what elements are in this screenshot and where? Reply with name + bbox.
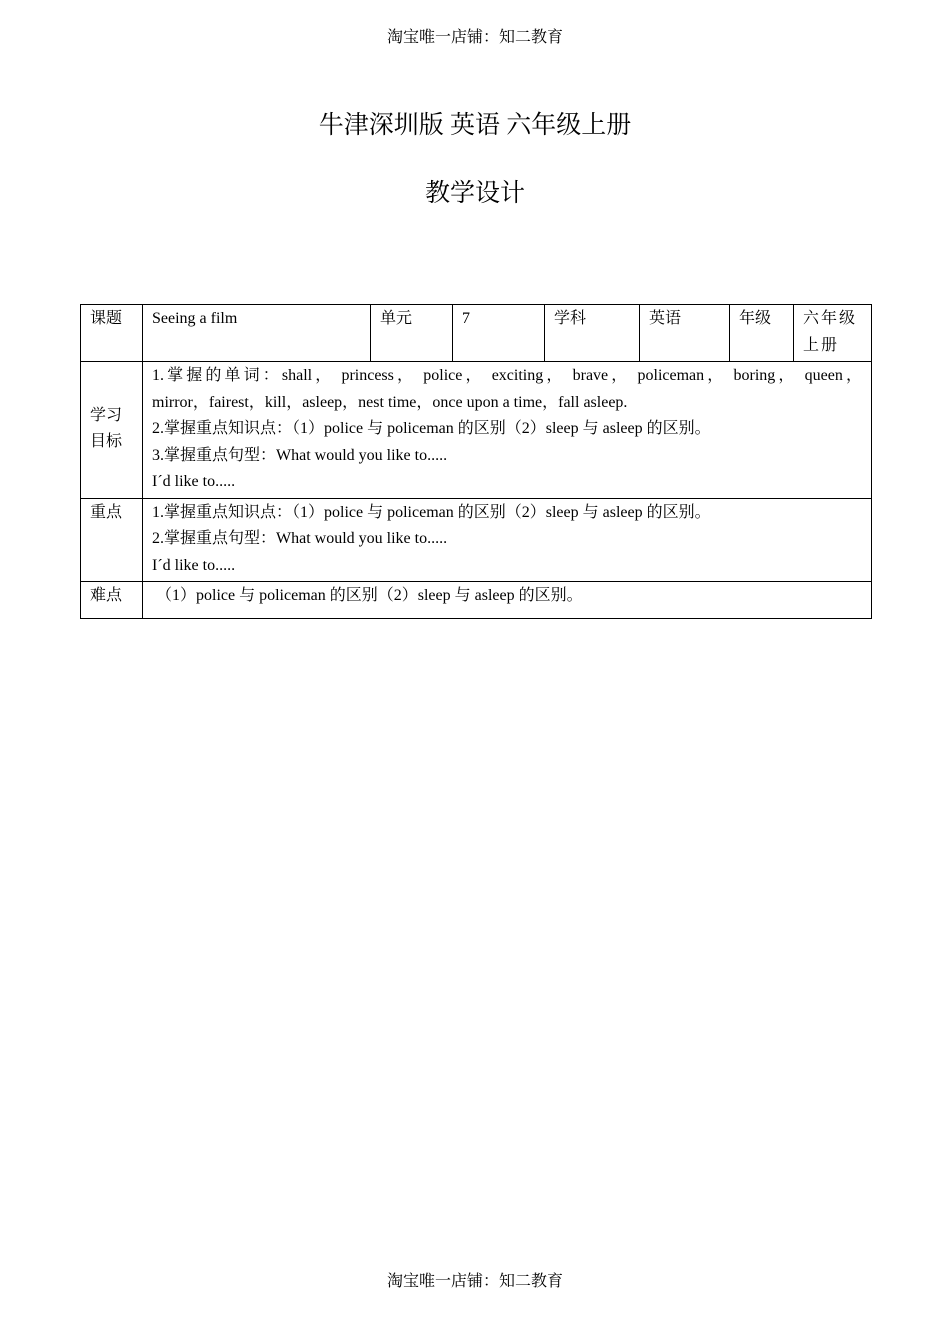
page-header: 淘宝唯一店铺：知二教育 xyxy=(386,29,563,46)
topic-label: 课题 xyxy=(81,305,143,362)
lesson-plan-table xyxy=(80,304,872,619)
document-subtitle: 教学设计 xyxy=(424,180,525,207)
key-point-line: I´d like to..... xyxy=(152,556,236,574)
table-row-difficulties xyxy=(81,582,872,619)
objectives-label-line1: 学习 xyxy=(90,406,123,424)
key-points-label: 重点 xyxy=(81,498,143,582)
difficulties-text: （1）police 与 policeman 的区别（2）sleep 与 asleep 的区别。 xyxy=(156,587,583,604)
grade-value-line2: 上册 xyxy=(803,336,840,354)
table-row-key-points xyxy=(81,498,872,582)
key-point-line: 1.掌握重点知识点：（1）police 与 policeman 的区别（2）sleep 与 asleep 的区别。 xyxy=(152,503,711,521)
objective-line: 2.掌握重点知识点：（1）police 与 policeman 的区别（2）sleep 与 asleep 的区别。 xyxy=(152,420,711,437)
difficulties-label: 难点 xyxy=(81,582,143,619)
objective-line: 1.掌握的单词：shall， princess， police， exciting， brave， policeman， boring， queen， xyxy=(152,367,862,384)
grade-value-line1: 六年级 xyxy=(803,310,858,327)
grade-value xyxy=(794,305,872,362)
objective-line: mirror，fairest，kill，asleep，nest time，once upon a time，fall asleep. xyxy=(152,393,628,411)
grade-label: 年级 xyxy=(730,305,794,362)
objective-line: I´d like to..... xyxy=(152,473,236,490)
page-footer: 淘宝唯一店铺：知二教育 xyxy=(386,1273,563,1290)
subject-label: 学科 xyxy=(545,305,640,362)
key-points-content xyxy=(143,498,872,582)
key-point-line: 2.掌握重点句型：What would you like to..... xyxy=(152,530,448,547)
objective-line: 3.掌握重点句型：What would you like to..... xyxy=(152,446,448,464)
table-row-objectives xyxy=(81,362,872,499)
table-row-info xyxy=(81,305,872,362)
topic-value: Seeing a film xyxy=(143,305,371,362)
unit-value: 7 xyxy=(453,305,545,362)
difficulties-content xyxy=(143,582,872,619)
objectives-label xyxy=(81,362,143,499)
objectives-content xyxy=(143,362,872,499)
subject-value: 英语 xyxy=(640,305,730,362)
unit-label: 单元 xyxy=(371,305,453,362)
objectives-label-line2: 目标 xyxy=(90,433,123,451)
document-title: 牛津深圳版 英语 六年级上册 xyxy=(318,112,632,139)
